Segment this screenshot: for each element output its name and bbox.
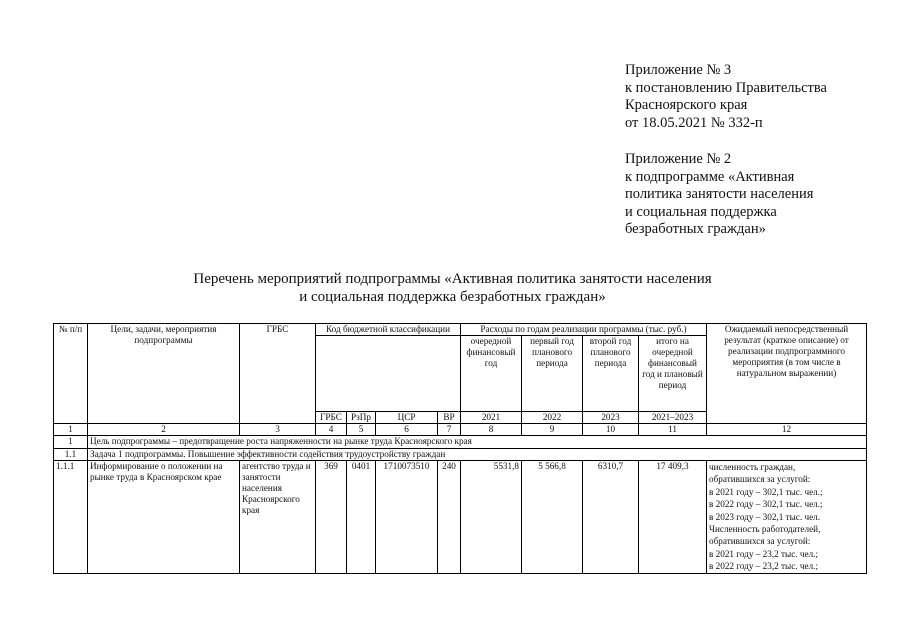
header-result: Ожидаемый непосредственный результат (краткое описание) от реализации подпрограммного мероприятия (в том числе в натуральном выражении) bbox=[707, 324, 867, 424]
task-text: Задача 1 подпрограммы. Повышение эффективности содействия трудоустройству граждан bbox=[88, 449, 867, 461]
header-code-vr: ВР bbox=[438, 412, 461, 424]
header-year1: очередной финансовый год bbox=[461, 336, 522, 412]
col-number: 10 bbox=[583, 424, 639, 436]
result-line: в 2021 году – 302,1 тыс. чел.; bbox=[709, 486, 823, 497]
item-value-2021: 5531,8 bbox=[461, 461, 522, 574]
appendix-1-line: от 18.05.2021 № 332-п bbox=[625, 114, 763, 131]
header-budget-code-spacer bbox=[316, 336, 461, 412]
item-grbs: агентство труда и занятости населения Красноярского края bbox=[240, 461, 316, 574]
appendix-2-line: и социальная поддержка bbox=[625, 203, 777, 220]
appendix-2-block bbox=[625, 151, 813, 239]
item-code-rzpr: 0401 bbox=[347, 461, 376, 574]
goal-text: Цель подпрограммы – предотвращение роста напряженности на рынке труда Красноярского края bbox=[88, 436, 867, 449]
col-number: 1 bbox=[54, 424, 88, 436]
item-value-2022: 5 566,8 bbox=[522, 461, 583, 574]
col-number: 5 bbox=[347, 424, 376, 436]
appendix-1-block bbox=[625, 62, 827, 132]
result-line: численность граждан, bbox=[709, 462, 796, 472]
task-row bbox=[54, 449, 867, 461]
item-name: Информирование о положении на рынке труда в Красноярском крае bbox=[88, 461, 240, 574]
title-line: и социальная поддержка безработных граждан» bbox=[299, 289, 606, 305]
header-code-rzpr: РзПр bbox=[347, 412, 376, 424]
goal-num: 1 bbox=[54, 436, 88, 449]
task-num: 1.1 bbox=[54, 449, 88, 461]
header-year2: первый год планового периода bbox=[522, 336, 583, 412]
col-number: 9 bbox=[522, 424, 583, 436]
appendix-2-line: Приложение № 2 bbox=[625, 151, 732, 167]
col-number: 7 bbox=[438, 424, 461, 436]
result-line: обратившихся за услугой: bbox=[709, 474, 811, 485]
item-total: 17 409,3 bbox=[639, 461, 707, 574]
item-value-2023: 6310,7 bbox=[583, 461, 639, 574]
col-number: 8 bbox=[461, 424, 522, 436]
item-row bbox=[54, 461, 867, 574]
result-line: в 2022 году – 302,1 тыс. чел.; bbox=[709, 499, 823, 510]
header-total: итого на очередной финансовый год и плановый период bbox=[639, 336, 707, 412]
item-num: 1.1.1 bbox=[54, 461, 88, 574]
result-line: Численность работодателей, bbox=[709, 524, 821, 535]
header-num: № п/п bbox=[54, 324, 88, 424]
document-title bbox=[0, 270, 905, 306]
appendix-2-line: политика занятости населения bbox=[625, 186, 814, 202]
result-line: в 2022 году – 23,2 тыс. чел.; bbox=[709, 561, 818, 572]
measures-table bbox=[53, 323, 867, 574]
appendix-1-line: к постановлению Правительства bbox=[625, 79, 827, 96]
header-budget-code: Код бюджетной классификации bbox=[316, 324, 461, 336]
result-line: обратившихся за услугой: bbox=[709, 536, 811, 547]
title-line: Перечень мероприятий подпрограммы «Активная политика занятости населения bbox=[193, 271, 712, 287]
col-number: 3 bbox=[240, 424, 316, 436]
appendix-2-line: безработных граждан» bbox=[625, 221, 766, 237]
header-code-csr: ЦСР bbox=[376, 412, 438, 424]
header-grbs: ГРБС bbox=[240, 324, 316, 424]
col-number: 12 bbox=[707, 424, 867, 436]
header-year-2021: 2021 bbox=[461, 412, 522, 424]
col-number: 2 bbox=[88, 424, 240, 436]
header-year-2022: 2022 bbox=[522, 412, 583, 424]
column-number-row bbox=[54, 424, 867, 436]
item-code-vr: 240 bbox=[438, 461, 461, 574]
header-year-2023: 2023 bbox=[583, 412, 639, 424]
col-number: 11 bbox=[639, 424, 707, 436]
header-year-range: 2021–2023 bbox=[639, 412, 707, 424]
appendix-1-line: Красноярского края bbox=[625, 97, 748, 113]
item-code-csr: 1710073510 bbox=[376, 461, 438, 574]
goal-row bbox=[54, 436, 867, 449]
header-expenses: Расходы по годам реализации программы (тыс. руб.) bbox=[461, 324, 707, 336]
header-year3: второй год планового периода bbox=[583, 336, 639, 412]
result-line: в 2023 году – 302,1 тыс. чел. bbox=[709, 511, 821, 522]
item-result bbox=[707, 461, 867, 574]
col-number: 4 bbox=[316, 424, 347, 436]
header-goals: Цели, задачи, мероприятия подпрограммы bbox=[88, 324, 240, 424]
result-line: в 2021 году – 23,2 тыс. чел.; bbox=[709, 548, 818, 559]
appendix-2-line: к подпрограмме «Активная bbox=[625, 168, 795, 185]
header-code-grbs: ГРБС bbox=[316, 412, 347, 424]
appendix-1-line: Приложение № 3 bbox=[625, 62, 732, 78]
col-number: 6 bbox=[376, 424, 438, 436]
item-code-grbs: 369 bbox=[316, 461, 347, 574]
